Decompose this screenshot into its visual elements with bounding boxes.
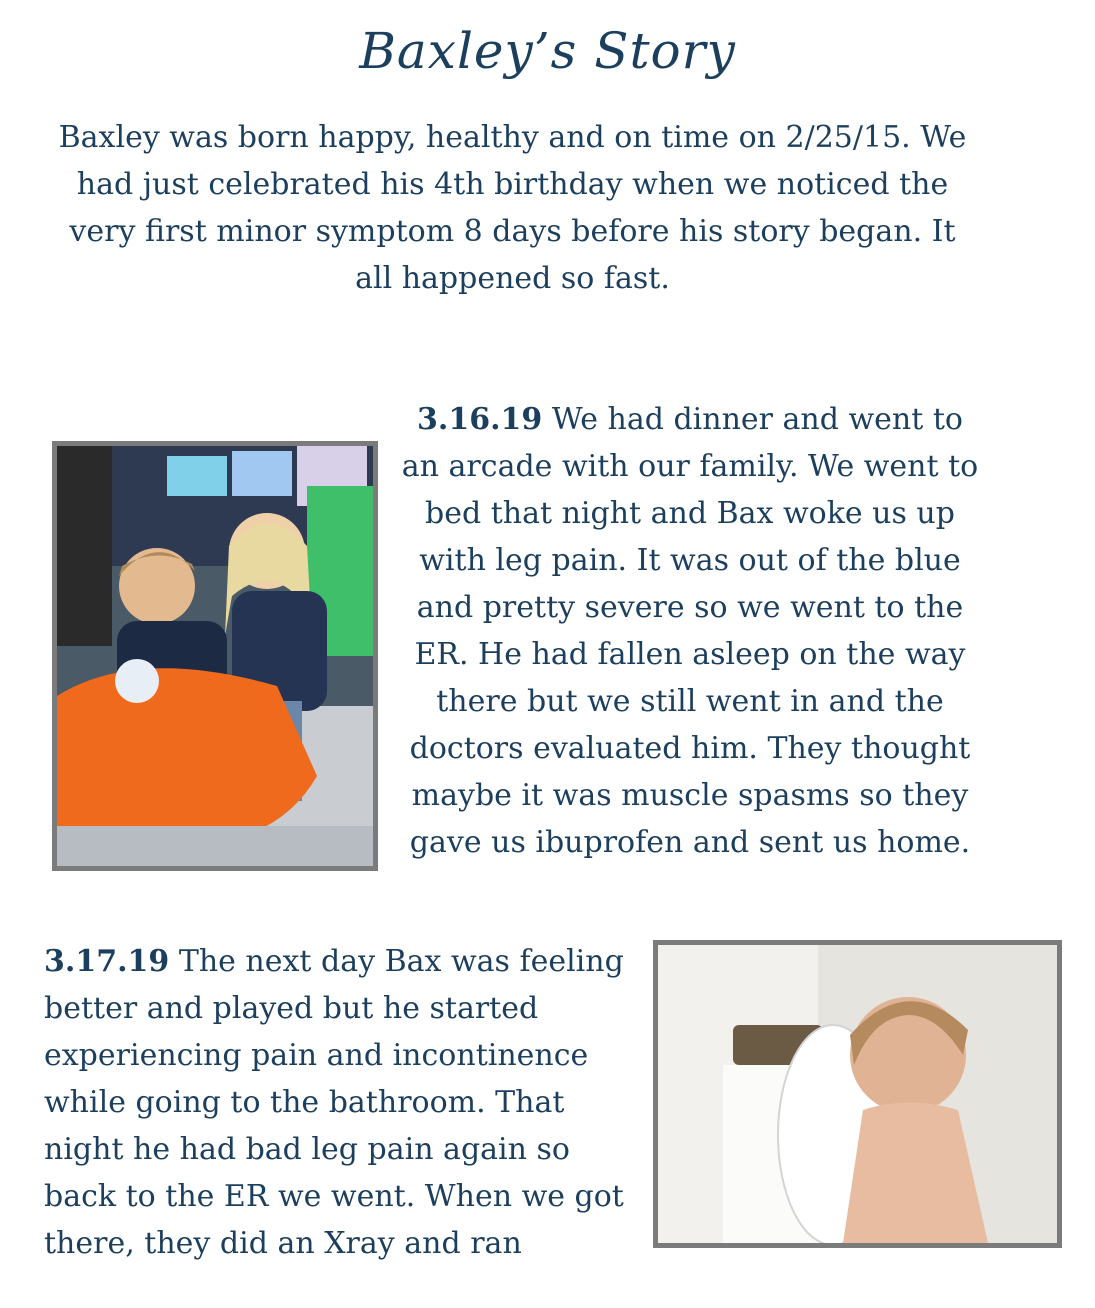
page-title: Baxley’s Story bbox=[359, 22, 736, 80]
entry-3-16-19 bbox=[395, 396, 985, 866]
intro-paragraph: Baxley was born happy, healthy and on time on 2/25/15. We had just celebrated his 4th birthday when we noticed the very first minor symptom 8 days before his story began. It all happened so fast. bbox=[58, 120, 967, 296]
entry-3-17-19 bbox=[44, 938, 644, 1267]
entry-text: The next day Bax was feeling better and played but he started experiencing pain and incontinence while going to the bathroom. That night he had bad leg pain again so back to the ER we went. When we got there, they did an Xray and ran bbox=[44, 944, 624, 1261]
entry-date: 3.16.19 bbox=[417, 402, 543, 437]
entry-date: 3.17.19 bbox=[44, 944, 170, 979]
arcade-photo bbox=[52, 441, 378, 871]
entry-text: We had dinner and went to an arcade with our family. We went to bed that night and Bax woke us up with leg pain. It was out of the blue and pretty severe so we went to the ER. He had fallen asleep on the way there but we still went in and the doctors evaluated him. They thought maybe it was muscle spasms so they gave us ibuprofen and sent us home. bbox=[401, 402, 979, 860]
bathroom-photo bbox=[653, 940, 1062, 1248]
